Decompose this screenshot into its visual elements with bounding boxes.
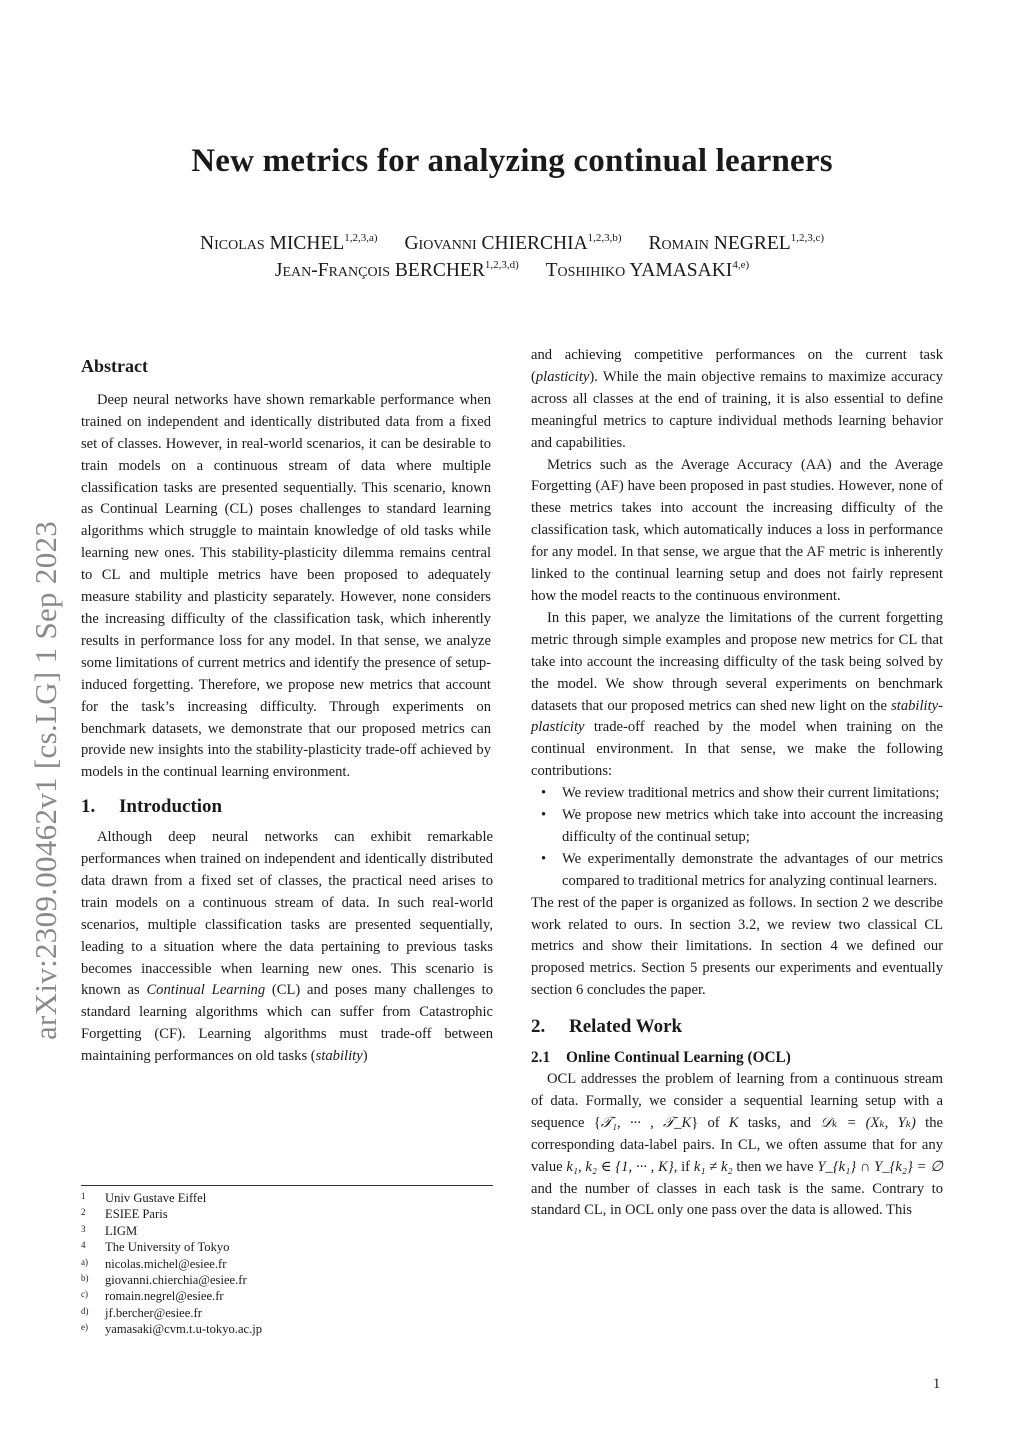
math-task-sequence: 𝒯₁, ··· , 𝒯_K bbox=[600, 1114, 692, 1131]
left-column bbox=[81, 356, 493, 1068]
list-item: • We review traditional metrics and show their current limitations; bbox=[531, 783, 943, 805]
arxiv-identifier-stamp: arXiv:2309.00462v1 [cs.LG] 1 Sep 2023 bbox=[28, 520, 63, 1040]
author-3: Romain NEGREL$^{1,2,3,c)}$ bbox=[648, 232, 824, 254]
footnote: 4 The University of Tokyo bbox=[81, 1240, 230, 1255]
math-disjoint-labels: Y_{k₁} ∩ Y_{k₂} = ∅ bbox=[817, 1158, 943, 1175]
footnote-email[interactable]: d) jf.bercher@esiee.fr bbox=[81, 1305, 202, 1320]
author-5: Toshihiko YAMASAKI$^{4,e)}$ bbox=[545, 259, 750, 281]
list-item: • We propose new metrics which take into account the increasing difficulty of the continual setup; bbox=[541, 807, 943, 845]
bullet-icon: • bbox=[541, 807, 547, 824]
intro-paragraph-2: Metrics such as the Average Accuracy (AA) and the Average Forgetting (AF) have been proposed in past studies. However, none of these metrics takes into account the increasing difficulty of the classification task, which automatically induces a loss in performance for any model. In that sense, we argue that the AF metric is inherently linked to the continual learning setup and does not fairly represent how the model reacts to the continuous environment. bbox=[531, 456, 943, 604]
math-dataset-def: 𝒟ₖ = (Xₖ, Yₖ) bbox=[820, 1114, 916, 1131]
footnotes bbox=[81, 1185, 493, 1338]
related-paragraph-1: OCL addresses the problem of learning from a continuous stream of data. Formally, we consider a sequential learning setup with a sequence {𝒯₁, ··· , 𝒯_K} of K tasks, and 𝒟ₖ = (Xₖ, Yₖ) the corresponding data-label pairs. In CL, we often assume that for any value k₁, k₂ ∈ {1, ··· , K}, if k₁ ≠ k₂ then we have Y_{k₁} ∩ Y_{k₂} = ∅ and the number of classes in each task is the same. Contrary to standard CL, in OCL only one pass over the data is allowed. This bbox=[531, 1071, 944, 1219]
abstract-heading: Abstract bbox=[81, 356, 148, 376]
subsection-heading-ocl: 2.1 Online Continual Learning (OCL) bbox=[531, 1049, 791, 1067]
footnote-email[interactable]: a) nicolas.michel@esiee.fr bbox=[81, 1256, 227, 1271]
footnote-email[interactable]: b) giovanni.chierchia@esiee.fr bbox=[81, 1273, 247, 1288]
author-1: Nicolas MICHEL$^{1,2,3,a)}$ bbox=[200, 232, 378, 254]
math-index-set: k₁, k₂ ∈ {1, ··· , K} bbox=[566, 1158, 674, 1175]
right-column bbox=[531, 345, 943, 1222]
list-item: • We experimentally demonstrate the advantages of our metrics compared to traditional metrics for analyzing continual learners. bbox=[541, 850, 943, 889]
author-list bbox=[0, 230, 1024, 284]
section-heading-related-work: 2. Related Work bbox=[531, 1016, 683, 1038]
footnote-email[interactable]: c) romain.negrel@esiee.fr bbox=[81, 1289, 224, 1304]
paper-title: New metrics for analyzing continual learners bbox=[191, 143, 833, 179]
intro-paragraph-1-continued: and achieving competitive performances on the current task (plasticity). While the main objective remains to maximize accuracy across all classes at the end of training, it is also essential to define meaningful metrics to capture individual methods learning behavior and capabilities. bbox=[531, 347, 943, 451]
footnote: 1 Univ Gustave Eiffel bbox=[81, 1191, 207, 1205]
math-inequality: k₁ ≠ k₂ bbox=[693, 1158, 733, 1175]
footnote: 2 ESIEE Paris bbox=[81, 1207, 168, 1222]
page-number: 1 bbox=[933, 1376, 941, 1392]
intro-paragraph-1: Although deep neural networks can exhibit remarkable performances when trained on independent and identically distributed data drawn from a fixed set of classes, the practical need arises to train models on a continuous stream of data. In such real-world scenarios, multiple classification tasks are presented sequentially, leading to a situation where the data pertaining to previous tasks becomes inaccessible when learning new ones. This scenario is known as Continual Learning (CL) and poses many challenges to standard learning algorithms which can suffer from Catastrophic Forgetting (CF). Learning algorithms must trade-off between maintaining performances on old tasks (stability) bbox=[81, 829, 494, 1065]
author-4: Jean-François BERCHER$^{1,2,3,d)}$ bbox=[274, 259, 519, 281]
bullet-icon: • bbox=[541, 850, 547, 867]
section-heading-introduction: 1. Introduction bbox=[81, 796, 223, 818]
author-affiliation-marks: 4,e) bbox=[732, 259, 750, 271]
intro-paragraph-3: In this paper, we analyze the limitations of the current forgetting metric through simple examples and propose new metrics for CL that take into account the increasing difficulty of the task being solved by the model. We show through several experiments on benchmark datasets that our proposed metrics can shed new light on the stability-plasticity trade-off reached by the model when training on the continual environment. In that sense, we make the following contributions: bbox=[531, 609, 943, 780]
footnote: 3 LIGM bbox=[81, 1223, 138, 1238]
intro-paragraph-4: The rest of the paper is organized as follows. In section 2 we describe work related to ours. In section 3.2, we review two classical CL metrics and show their limitations. In section 4 we defined our proposed metrics. Section 5 presents our experiments and eventually section 6 concludes the paper. bbox=[531, 894, 943, 999]
bullet-icon: • bbox=[541, 785, 547, 802]
author-affiliation-marks: 1,2,3,d) bbox=[484, 259, 519, 271]
abstract-body: Deep neural networks have shown remarkable performance when trained on independent and identically distributed data from a fixed set of classes. However, in real-world scenarios, it can be desirable to train models on a continuous stream of data where multiple classification tasks are presented sequentially. This scenario, known as Continual Learning (CL) poses challenges to standard learning algorithms which struggle to maintain knowledge of old tasks while learning new ones. This stability-plasticity dilemma remains central to CL and multiple metrics have been proposed to adequately measure stability and plasticity separately. However, none considers the increasing difficulty of the classification task, which inherently results in performance loss for any model. In that sense, we analyze some limitations of current metrics and identify the presence of setup-induced forgetting. Therefore, we propose new metrics that account for the task’s increasing difficulty. Through experiments on benchmark datasets, we demonstrate that our proposed metrics can provide new insights into the stability-plasticity trade-off achieved by models in the continual learning environment. bbox=[81, 391, 491, 781]
footnote-email[interactable]: e) yamasaki@cvm.t.u-tokyo.ac.jp bbox=[81, 1322, 263, 1337]
author-2: Giovanni CHIERCHIA$^{1,2,3,b)}$ bbox=[404, 232, 622, 254]
author-affiliation-marks: 1,2,3,c) bbox=[790, 232, 824, 244]
author-affiliation-marks: 1,2,3,a) bbox=[344, 232, 378, 244]
contributions-list bbox=[531, 783, 943, 893]
author-affiliation-marks: 1,2,3,b) bbox=[587, 232, 622, 244]
